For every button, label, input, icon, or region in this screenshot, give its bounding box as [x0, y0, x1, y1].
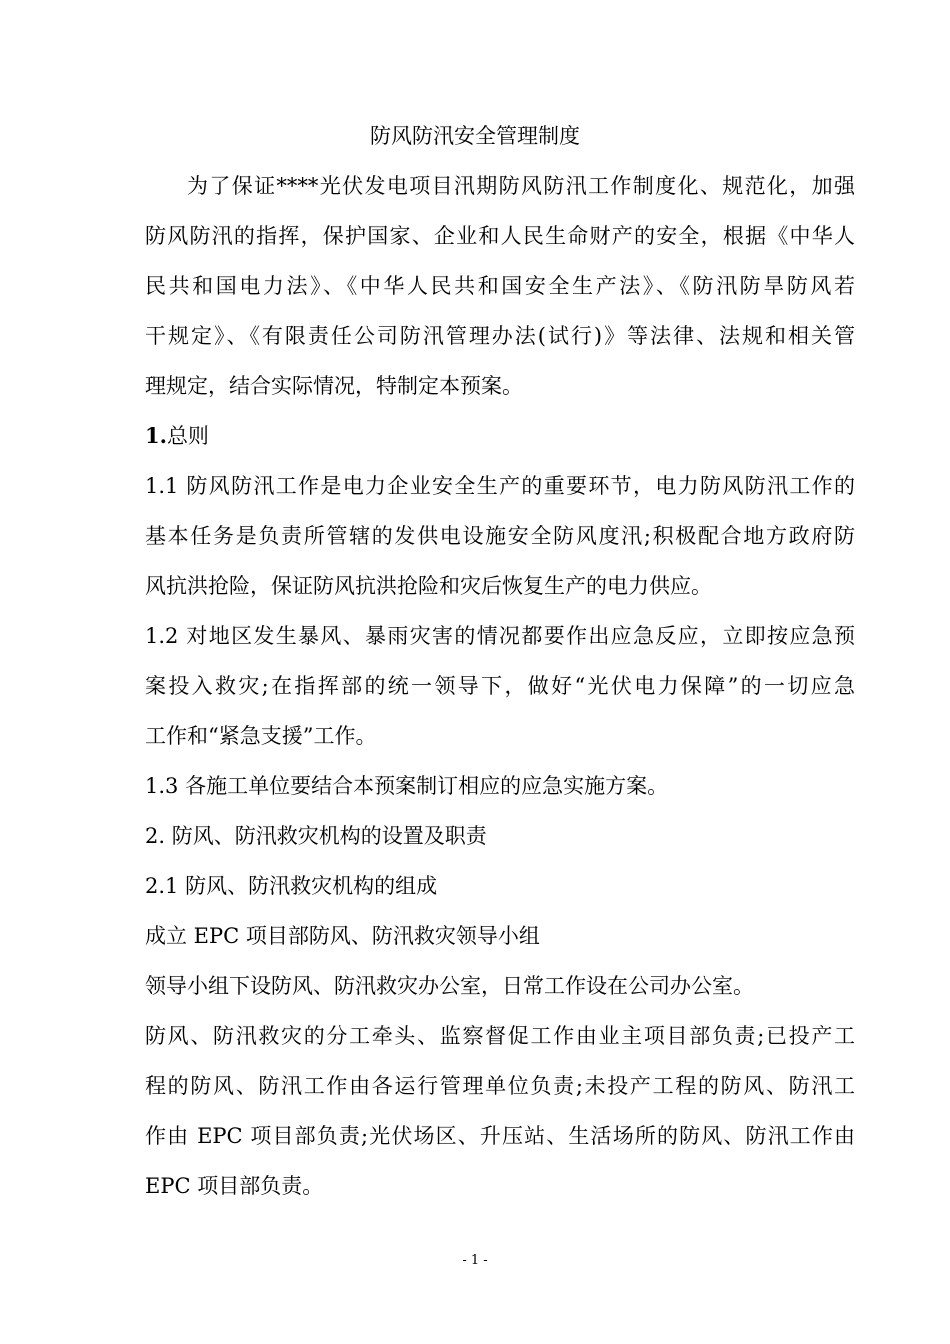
text-line: 基本任务是负责所管辖的发供电设施安全防风度汛;积极配合地方政府防	[145, 524, 855, 548]
text-line: 1.2 对地区发生暴风、暴雨灾害的情况都要作出应急反应，立即按应急预	[145, 624, 855, 648]
document-title: 防风防汛安全管理制度	[370, 124, 580, 148]
text-line: 1.1 防风防汛工作是电力企业安全生产的重要环节，电力防风防汛工作的	[145, 474, 855, 498]
text-line: 案投入救灾;在指挥部的统一领导下，做好“光伏电力保障”的一切应急	[145, 674, 855, 698]
text-line: 防风防汛的指挥，保护国家、企业和人民生命财产的安全，根据《中华人	[145, 224, 855, 248]
text-line: EPC 项目部负责。	[145, 1174, 324, 1198]
text-line: 为了保证****光伏发电项目汛期防风防汛工作制度化、规范化，加强	[187, 174, 855, 198]
section-number: 1.	[145, 423, 167, 448]
text-line: 防风、防汛救灾的分工牵头、监察督促工作由业主项目部负责;已投产工	[145, 1024, 855, 1048]
text-line: 成立 EPC 项目部防风、防汛救灾领导小组	[145, 924, 540, 948]
section-title: 总则	[166, 424, 209, 448]
section-heading	[145, 418, 855, 454]
text-line: 干规定》、《有限责任公司防汛管理办法(试行)》等法律、法规和相关管	[145, 324, 855, 348]
text-line: 民共和国电力法》、《中华人民共和国安全生产法》、《防汛防旱防风若	[145, 274, 855, 298]
text-line: 作由 EPC 项目部负责;光伏场区、升压站、生活场所的防风、防汛工作由	[145, 1124, 855, 1148]
text-line: 领导小组下设防风、防汛救灾办公室，日常工作设在公司办公室。	[145, 974, 754, 998]
text-line: 程的防风、防汛工作由各运行管理单位负责;未投产工程的防风、防汛工	[145, 1074, 855, 1098]
subsection-heading-2-1: 2.1 防风、防汛救灾机构的组成	[145, 874, 438, 898]
text-line: 风抗洪抢险，保证防风抗洪抢险和灾后恢复生产的电力供应。	[145, 574, 712, 598]
page-number: - 1 -	[462, 1253, 488, 1268]
text-line: 工作和“紧急支援”工作。	[145, 724, 377, 748]
paragraph-1-3: 1.3 各施工单位要结合本预案制订相应的应急实施方案。	[145, 774, 669, 798]
section-heading-2: 2. 防风、防汛救灾机构的设置及职责	[145, 824, 487, 848]
text-line: 理规定，结合实际情况，特制定本预案。	[145, 374, 523, 398]
